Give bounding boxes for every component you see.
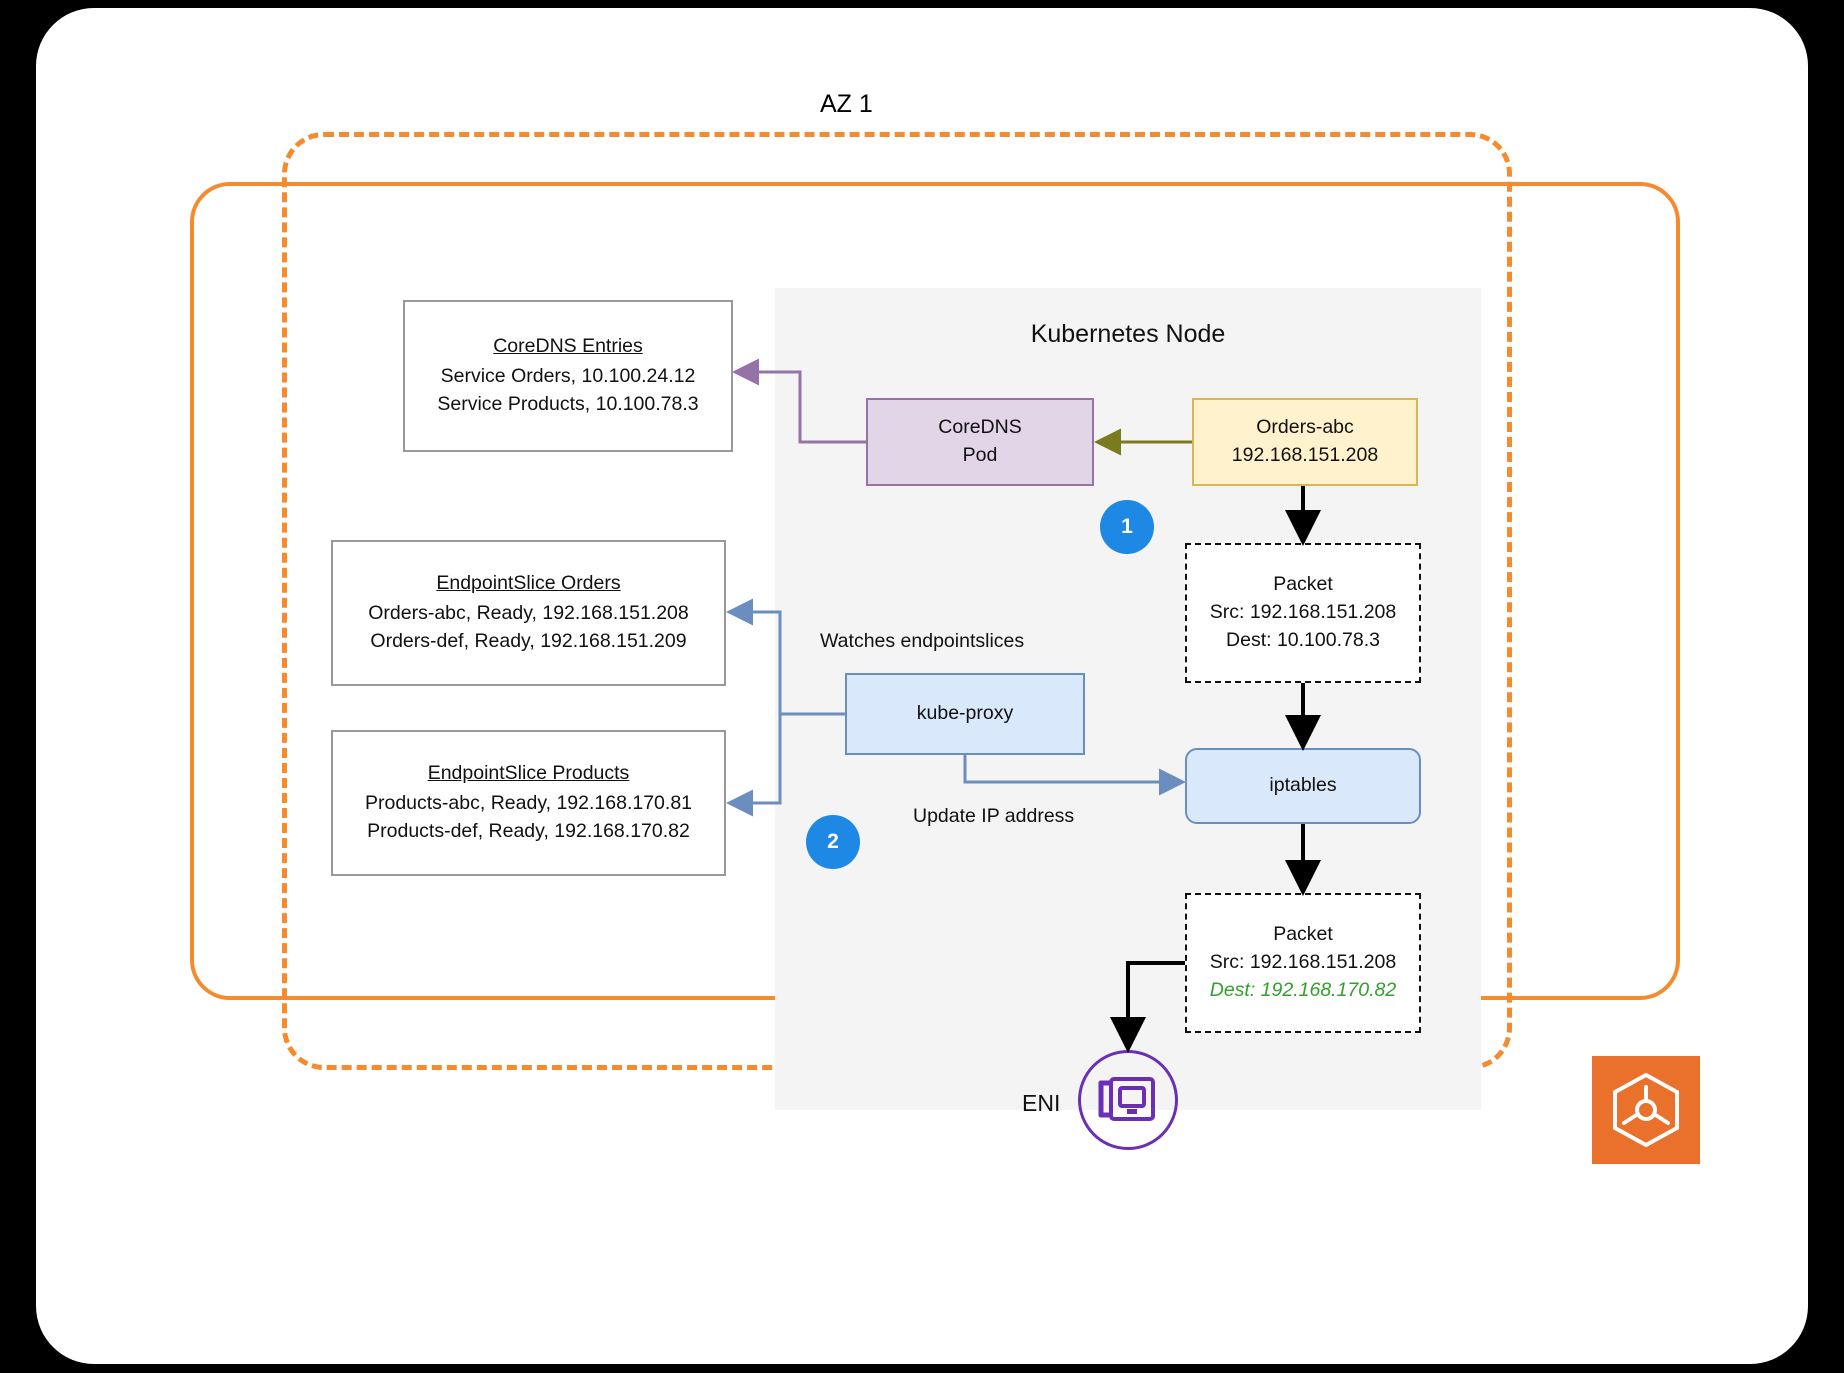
- eni-label: ENI: [1022, 1090, 1061, 1116]
- packet-before-title: Packet: [1273, 573, 1333, 596]
- az-label: AZ 1: [820, 90, 873, 118]
- coredns-entry-orders: Service Orders, 10.100.24.12: [440, 365, 696, 388]
- watches-endpointslices-caption: Watches endpointslices: [820, 630, 1025, 652]
- coredns-entries-title: CoreDNS Entries: [493, 335, 643, 358]
- packet-before-box: [1185, 543, 1421, 683]
- eni-icon: [1078, 1050, 1178, 1150]
- iptables-label: iptables: [1269, 774, 1337, 797]
- packet-before-src: Src: 192.168.151.208: [1209, 601, 1397, 624]
- packet-after-dest: Dest: 192.168.170.82: [1209, 978, 1397, 1001]
- coredns-pod-line2: Pod: [962, 444, 998, 466]
- coredns-entry-products: Service Products, 10.100.78.3: [437, 392, 699, 415]
- orders-abc-pod-box: [1192, 398, 1418, 486]
- kube-proxy-label: kube-proxy: [916, 702, 1014, 725]
- coredns-entries-box: [403, 300, 733, 452]
- step-badge-2: 2: [806, 815, 860, 869]
- coredns-pod-box: [866, 398, 1094, 486]
- packet-after-box: [1185, 893, 1421, 1033]
- endpointslice-orders-title: EndpointSlice Orders: [436, 572, 621, 595]
- step-badge-1: 1: [1100, 500, 1154, 554]
- packet-after-src: Src: 192.168.151.208: [1209, 951, 1397, 974]
- endpointslice-products-title: EndpointSlice Products: [427, 762, 630, 785]
- orders-abc-name: Orders-abc: [1256, 416, 1354, 439]
- iptables-box: [1185, 748, 1421, 824]
- endpointslice-orders-row-2: Orders-def, Ready, 192.168.151.209: [370, 629, 687, 652]
- endpointslice-products-box: [331, 730, 726, 876]
- update-ip-address-caption: Update IP address: [913, 805, 1075, 827]
- endpointslice-orders-row-1: Orders-abc, Ready, 192.168.151.208: [368, 602, 689, 625]
- endpointslice-orders-box: [331, 540, 726, 686]
- coredns-pod-line1: CoreDNS: [938, 416, 1022, 439]
- packet-before-dest: Dest: 10.100.78.3: [1226, 628, 1380, 651]
- orders-abc-ip: 192.168.151.208: [1231, 444, 1379, 466]
- kube-proxy-box: [845, 673, 1085, 755]
- kubernetes-node-title: Kubernetes Node: [1030, 320, 1226, 348]
- packet-after-title: Packet: [1273, 923, 1333, 946]
- eks-logo-icon: [1592, 1056, 1700, 1164]
- endpointslice-products-row-2: Products-def, Ready, 192.168.170.82: [367, 819, 690, 842]
- endpointslice-products-row-1: Products-abc, Ready, 192.168.170.81: [364, 792, 693, 815]
